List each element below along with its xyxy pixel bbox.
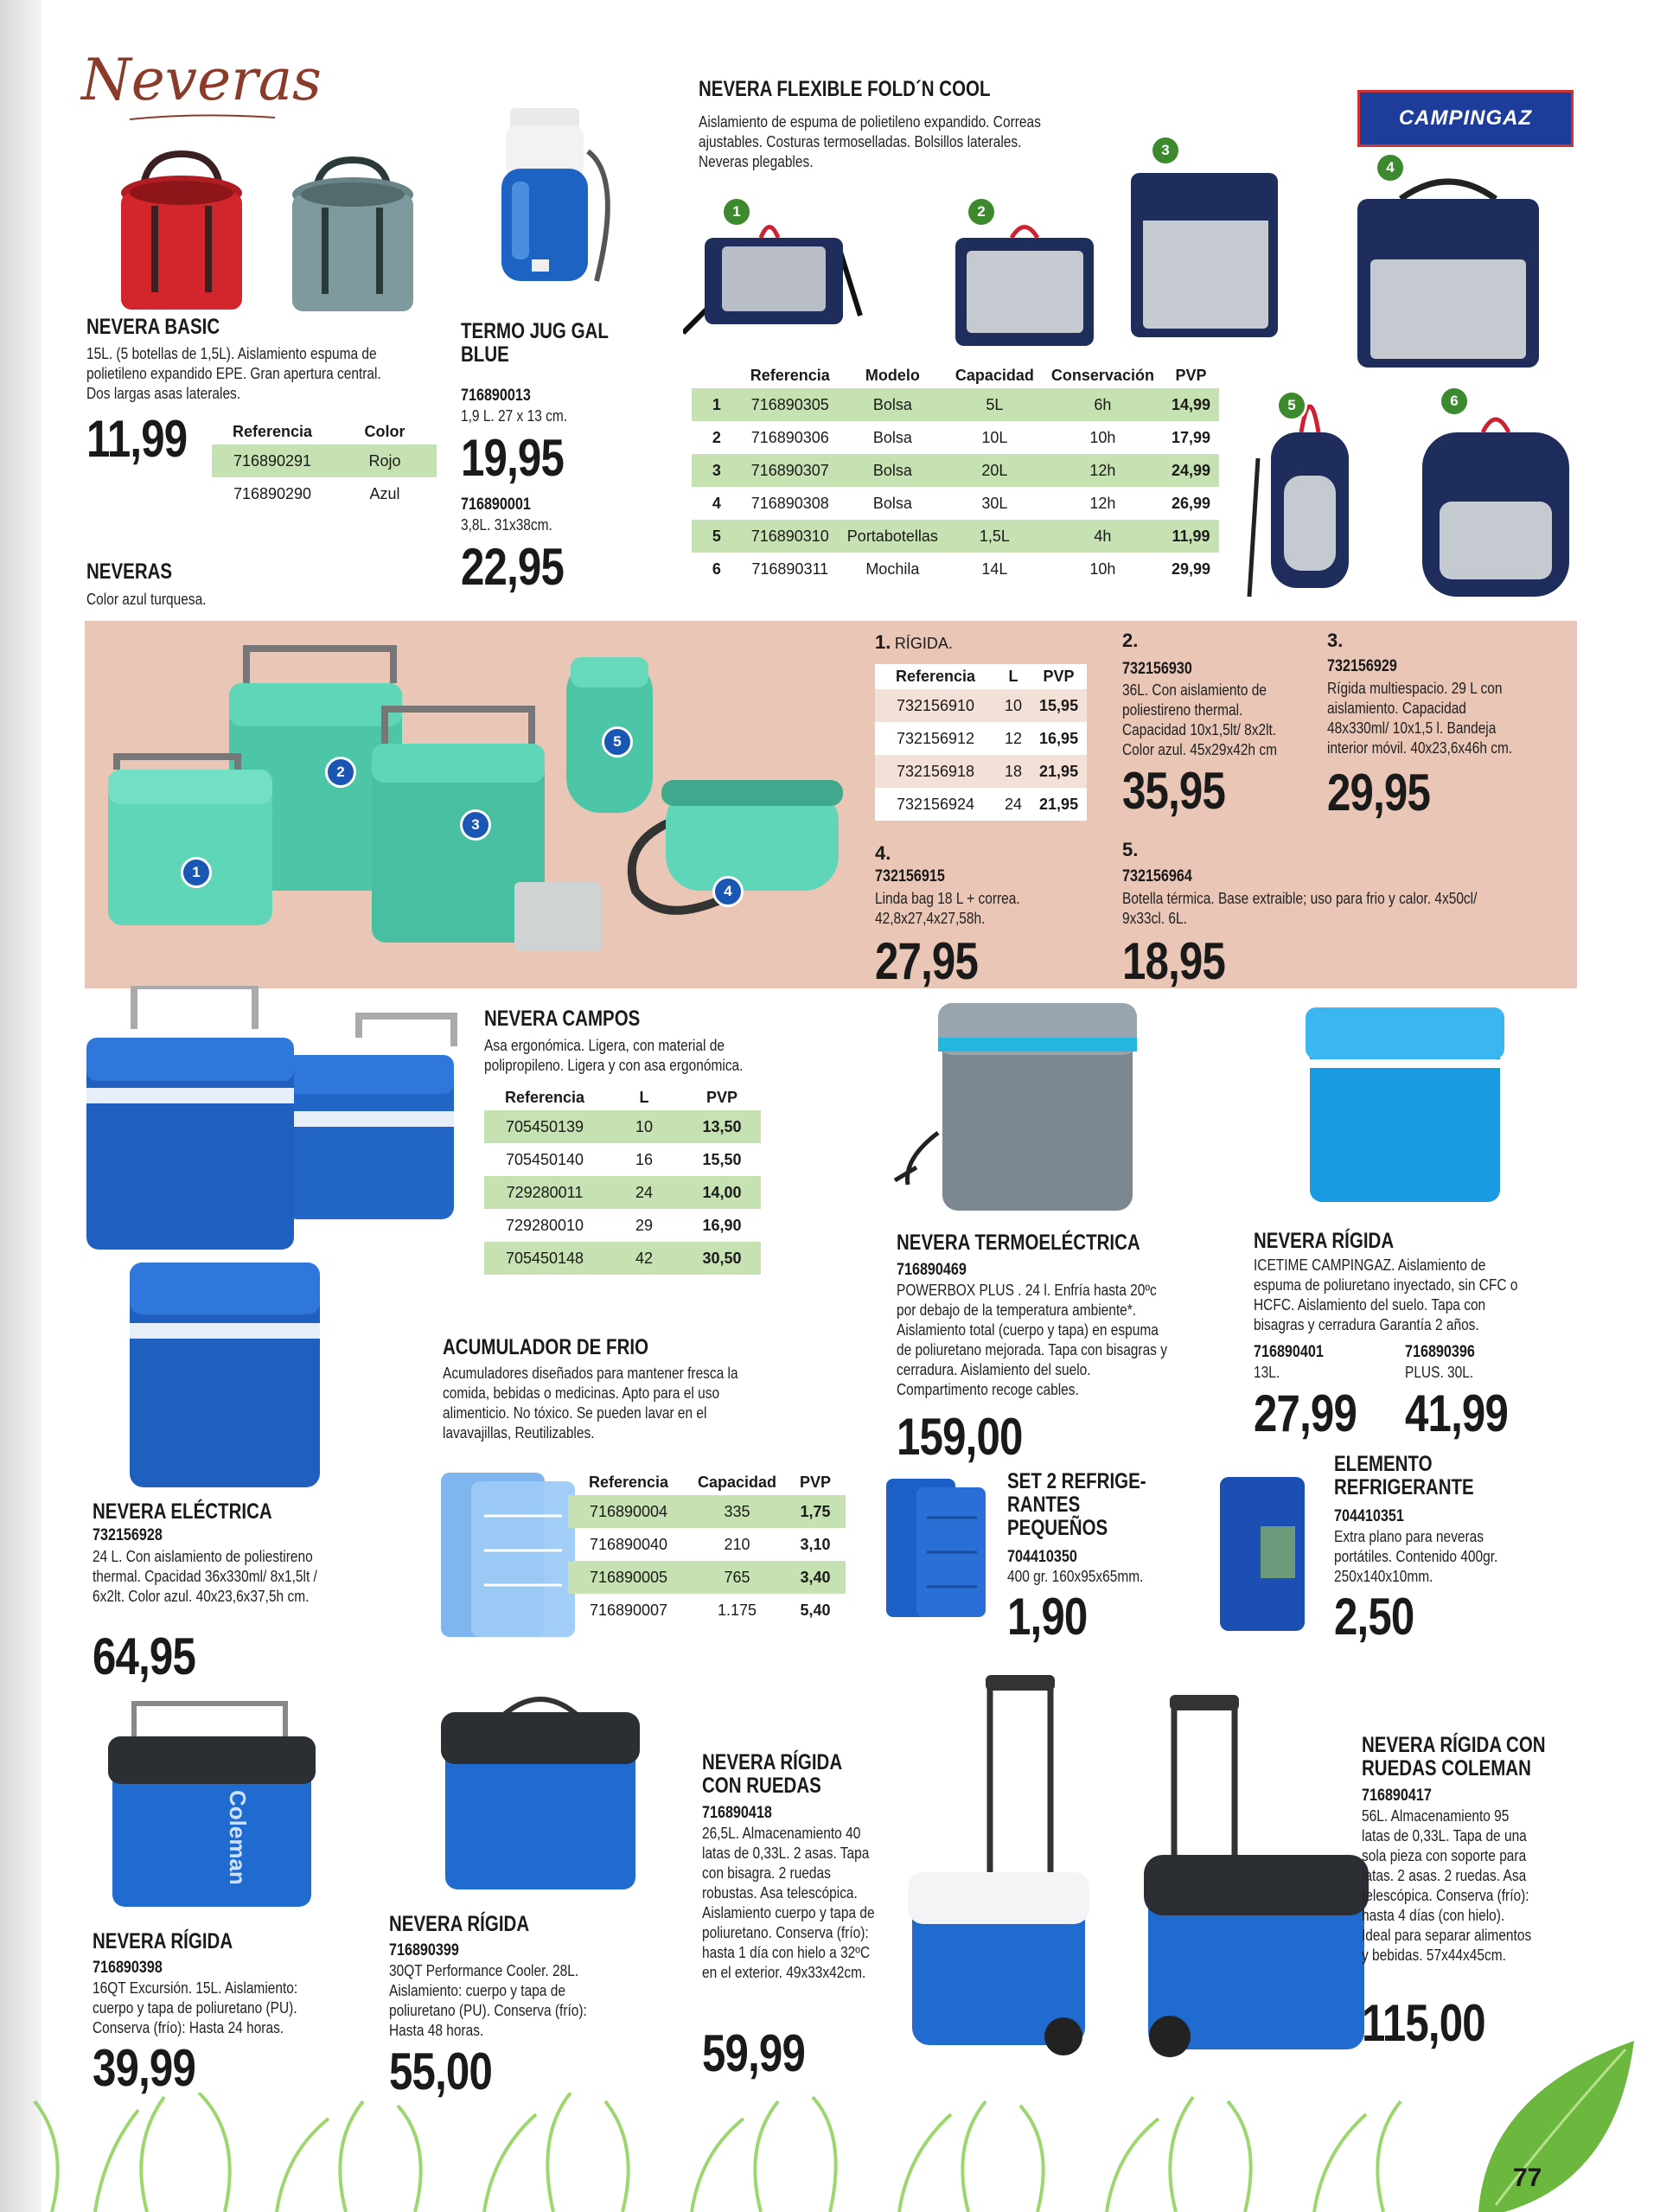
flat-ice-pack-image — [1217, 1474, 1308, 1634]
flex-row-1-cap: 5L — [947, 388, 1043, 421]
basic-desc: 15L. (5 botellas de 1,5L). Aislamiento espuma de polietileno expandido EPE. Gran apertura central. Dos largas asas laterales. — [86, 345, 381, 402]
basic-color-2: Azul — [369, 484, 400, 502]
p1-pvp-1: 15,95 — [1039, 696, 1079, 714]
p3-price: 29,95 — [1327, 764, 1431, 822]
flex-row-1-model: Bolsa — [839, 388, 947, 421]
p1-ref-3: 732156918 — [896, 762, 975, 780]
set2-title-1: SET 2 REFRIGE- — [1007, 1469, 1146, 1493]
termo-desc-1: 1,9 L. 27 x 13 cm. — [461, 407, 568, 425]
icetime-sub-1: 13L. — [1254, 1364, 1280, 1381]
rigida398-desc: 16QT Excursión. 15L. Aislamiento: cuerpo y tapa de poliuretano (PU). Conserva (frío): Hasta 24 horas. — [93, 1979, 298, 2036]
acu-ref-1: 716890004 — [568, 1495, 689, 1528]
termoelec-title: NEVERA TERMOELÉCTRICA — [897, 1231, 1140, 1255]
flexible-desc: Aislamiento de espuma de polietileno expandido. Correas ajustables. Costuras termoselladas. Bolsillos laterales. Neveras plegables. — [699, 113, 1041, 170]
p1-label: RÍGIDA. — [894, 635, 953, 652]
set2-title-3: PEQUEÑOS — [1007, 1516, 1108, 1540]
flex-row-2-cap: 10L — [981, 428, 1008, 446]
campingaz-logo-text: CAMPINGAZ — [1398, 106, 1533, 130]
flex-row-5-pvp: 11,99 — [1163, 520, 1219, 553]
acu-pvp-3: 3,40 — [785, 1561, 846, 1594]
page-margin — [0, 0, 42, 2212]
acu-cap-4: 1.175 — [717, 1601, 757, 1619]
p2-num: 2. — [1122, 630, 1139, 651]
icetime-cooler-image — [1306, 1007, 1504, 1206]
flex-row-4-model: Bolsa — [872, 494, 912, 512]
flex-row-1-num: 1 — [692, 388, 742, 421]
flex-row-5-cap: 1,5L — [947, 520, 1043, 553]
wheeled-cooler-418-image — [903, 1673, 1094, 2062]
basic-th-color: Color — [364, 423, 405, 440]
coleman-398-svg — [104, 1695, 320, 1911]
flexible-badge-1: 1 — [721, 196, 752, 227]
campos-title: NEVERA CAMPOS — [484, 1007, 641, 1031]
p1-th-ref: Referencia — [895, 668, 976, 685]
coleman-398-image — [104, 1695, 320, 1911]
flexible-badge-5: 5 — [1276, 390, 1307, 421]
campos-coolers-image — [82, 986, 463, 1254]
icetime-desc: ICETIME CAMPINGAZ. Aislamiento de espuma de poliuretano inyectado, sin CFC o HCFC. Aislamiento del suelo. Tapa con bisagras y cerradura Garantía 2 años. — [1254, 1256, 1518, 1333]
flex-th-ref: Referencia — [750, 367, 830, 384]
wheeled-cooler-417-image — [1140, 1686, 1373, 2062]
flexible-table — [692, 363, 1219, 585]
p1-ref-1: 732156910 — [896, 696, 975, 714]
rigida398-price: 39,99 — [93, 2039, 196, 2097]
rigida398-ref: 716890398 — [93, 1959, 163, 1977]
flex-th-cons: Conservación — [1050, 367, 1154, 384]
flex-row-3-cap: 20L — [947, 454, 1043, 487]
flexible-badge-4: 4 — [1375, 152, 1406, 183]
basic-th-ref: Referencia — [232, 423, 313, 440]
flex-row-2-num: 2 — [712, 428, 721, 446]
p2-desc: 36L. Con aislamiento de poliestireno thermal. Capacidad 10x1,5lt/ 8x2lt. Color azul. 45x29x42h cm — [1122, 681, 1277, 758]
termoelec-desc: POWERBOX PLUS . 24 l. Enfría hasta 20ºc por debajo de la temperatura ambiente*. Aislamiento total (cuerpo y tapa) en espuma de poliuretano mejorada. Tapa con bisagras y cerradura. Aislamiento del suelo. Compartimento recoge cables. — [897, 1282, 1167, 1398]
p1-l-3: 18 — [1005, 762, 1023, 780]
campos-ref-2: 705450140 — [505, 1150, 584, 1168]
teal-badge-2: 2 — [325, 757, 356, 788]
grey-cooler-bag-image — [285, 147, 419, 320]
cooler-bag-1-image — [683, 212, 865, 350]
termo-desc-2: 3,8L. 31x38cm. — [461, 516, 552, 534]
campingaz-logo — [1357, 90, 1574, 147]
icetime-ref-2: 716890396 — [1405, 1343, 1475, 1361]
acu-th-cap: Capacidad — [698, 1474, 777, 1491]
flexible-title: NEVERA FLEXIBLE FOLD´N COOL — [699, 77, 991, 101]
cooler-bag-4-image — [1349, 164, 1548, 372]
flex-row-5-num: 5 — [692, 520, 742, 553]
electrica-price: 64,95 — [93, 1627, 196, 1685]
p1-l-2: 12 — [1005, 729, 1023, 747]
flex-row-2-ref: 716890306 — [750, 428, 829, 446]
campos-pvp-2: 15,50 — [702, 1150, 742, 1168]
flex-row-5-ref: 716890310 — [742, 520, 839, 553]
flex-th-model: Modelo — [865, 367, 920, 384]
flex-row-4-ref: 716890308 — [750, 494, 829, 512]
acumulador-desc: Acumuladores diseñados para mantener fresca la comida, bebidas o medicinas. Apto para el uso alimenticio. No tóxico. Se pueden lavar en el lavavajillas, Reutilizables. — [443, 1365, 738, 1442]
rigida399-desc: 30QT Performance Cooler. 28L. Aislamiento: cuerpo y tapa de poliuretano (PU). Conserva (frío): Hasta 48 horas. — [389, 1962, 587, 2039]
rigida399-title: NEVERA RÍGIDA — [389, 1912, 530, 1936]
acu-ref-2: 716890040 — [589, 1535, 668, 1553]
electrica-ref: 732156928 — [93, 1526, 163, 1544]
ruedas417-title-2: RUEDAS COLEMAN — [1362, 1756, 1531, 1780]
acu-pvp-2: 3,10 — [800, 1535, 831, 1553]
flex-row-1-cons: 6h — [1043, 388, 1163, 421]
campos-th-l: L — [639, 1089, 649, 1106]
campos-th-pvp: PVP — [706, 1089, 738, 1106]
flex-row-2-cons: 10h — [1089, 428, 1116, 446]
ruedas418-price: 59,99 — [702, 2024, 806, 2082]
electrica-desc: 24 L. Con aislamiento de poliestireno thermal. Cpacidad 36x330ml/ 8x1,5lt / 6x2lt. Color azul. 40x23,6x37,5h cm. — [93, 1548, 317, 1605]
thermo-jug-image — [493, 99, 622, 298]
neveras-title: NEVERAS — [86, 559, 173, 584]
basic-color-1: Rojo — [333, 444, 437, 477]
icetime-title: NEVERA RÍGIDA — [1254, 1229, 1395, 1253]
flex-row-3-num: 3 — [692, 454, 742, 487]
campos-ref-3: 729280011 — [484, 1176, 605, 1209]
icetime-price-2: 41,99 — [1405, 1384, 1509, 1442]
p1-l-4: 24 — [1005, 795, 1023, 813]
elemento-title-1: ELEMENTO — [1334, 1452, 1433, 1476]
flex-row-4-num: 4 — [712, 494, 721, 512]
acu-cap-1: 335 — [689, 1495, 785, 1528]
termo-price-1: 19,95 — [461, 429, 565, 487]
flex-row-6-model: Mochila — [865, 559, 920, 578]
teal-badge-5: 5 — [602, 726, 633, 758]
ruedas418-title-1: NEVERA RÍGIDA — [702, 1750, 843, 1774]
acu-th-pvp: PVP — [800, 1474, 832, 1491]
acumulador-table — [568, 1470, 846, 1627]
campos-ref-1: 705450139 — [484, 1110, 605, 1143]
set2-ref: 704410350 — [1007, 1548, 1077, 1566]
set2-price: 1,90 — [1007, 1588, 1088, 1646]
campos-table — [484, 1085, 761, 1275]
flex-row-1-pvp: 14,99 — [1163, 388, 1219, 421]
flex-th-pvp: PVP — [1175, 367, 1207, 384]
campos-desc: Asa ergonómica. Ligera, con material de polipropileno. Ligera y con asa ergonómica. — [484, 1037, 744, 1074]
campos-ref-5: 705450148 — [484, 1242, 605, 1275]
flex-row-2-pvp: 17,99 — [1171, 428, 1210, 446]
p5-ref: 732156964 — [1122, 867, 1192, 885]
p1-l-1: 10 — [1005, 696, 1023, 714]
coleman-399-image — [437, 1678, 644, 1894]
icetime-ref-1: 716890401 — [1254, 1343, 1324, 1361]
campos-pvp-1: 13,50 — [683, 1110, 761, 1143]
acu-ref-3: 716890005 — [568, 1561, 689, 1594]
termo-title-2: BLUE — [461, 342, 509, 367]
rigida399-price: 55,00 — [389, 2043, 493, 2100]
termo-price-2: 22,95 — [461, 538, 565, 596]
ruedas418-ref: 716890418 — [702, 1804, 772, 1822]
set2-title-2: RANTES — [1007, 1493, 1081, 1517]
cooler-bag-3-image — [1124, 156, 1284, 342]
flexible-badge-3: 3 — [1150, 135, 1181, 166]
campos-th-ref: Referencia — [504, 1089, 585, 1106]
ruedas418-title-2: CON RUEDAS — [702, 1774, 821, 1798]
flex-row-3-model: Bolsa — [839, 454, 947, 487]
coleman-398-brand: Coleman — [225, 1790, 251, 1885]
section-title: Neveras — [81, 47, 322, 113]
teal-coolers-image — [99, 631, 860, 977]
set2-desc: 400 gr. 160x95x65mm. — [1007, 1568, 1144, 1585]
electric-cooler-image — [121, 1263, 329, 1496]
p1-pvp-3: 21,95 — [1039, 762, 1079, 780]
acu-th-ref: Referencia — [588, 1474, 669, 1491]
basic-ref-1: 716890291 — [212, 444, 333, 477]
p4-num: 4. — [875, 842, 891, 864]
electrica-title: NEVERA ELÉCTRICA — [93, 1499, 272, 1524]
leaf-icon — [1470, 2023, 1643, 2212]
flex-row-3-pvp: 24,99 — [1163, 454, 1219, 487]
ruedas417-title-1: NEVERA RÍGIDA CON — [1362, 1733, 1546, 1757]
flex-row-6-num: 6 — [712, 559, 721, 578]
p3-desc: Rígida multiespacio. 29 L con aislamiento. Capacidad 48x330ml/ 10x1,5 l. Bandeja interior móvil. 40x23,6x46h cm. — [1327, 680, 1513, 757]
p1-table — [875, 664, 1087, 821]
basic-ref-2: 716890290 — [233, 484, 312, 502]
termo-title-1: TERMO JUG GAL — [461, 319, 609, 343]
title-underline — [130, 112, 277, 125]
campos-ref-4: 729280010 — [505, 1216, 584, 1234]
campos-pvp-3: 14,00 — [683, 1176, 761, 1209]
termo-ref-2: 716890001 — [461, 495, 531, 514]
flex-row-6-pvp: 29,99 — [1171, 559, 1210, 578]
red-cooler-bag-image — [117, 145, 246, 318]
basic-price: 11,99 — [86, 410, 188, 468]
rigida398-title: NEVERA RÍGIDA — [93, 1929, 233, 1953]
grass-decoration — [0, 2093, 1660, 2212]
basic-title: NEVERA BASIC — [86, 315, 220, 339]
teal-badge-1: 1 — [181, 857, 212, 888]
icetime-price-1: 27,99 — [1254, 1384, 1357, 1442]
elemento-ref: 704410351 — [1334, 1507, 1404, 1525]
p1-pvp-4: 21,95 — [1039, 795, 1079, 813]
acumulador-title: ACUMULADOR DE FRIO — [443, 1335, 649, 1359]
acu-cap-2: 210 — [724, 1535, 750, 1553]
flex-row-5-model: Portabotellas — [839, 520, 947, 553]
p4-desc: Linda bag 18 L + correa. 42,8x27,4x27,58h. — [875, 890, 1020, 927]
page-number: 77 — [1513, 2164, 1542, 2192]
cooler-bag-2-image — [942, 212, 1107, 359]
p1-th-pvp: PVP — [1043, 668, 1075, 685]
p3-num: 3. — [1327, 630, 1344, 651]
p1-ref-4: 732156924 — [896, 795, 975, 813]
teal-badge-3: 3 — [460, 809, 491, 841]
rigida399-ref: 716890399 — [389, 1941, 459, 1959]
flexible-badge-6: 6 — [1439, 386, 1470, 417]
p1-num: 1. — [875, 631, 891, 653]
termo-ref-1: 716890013 — [461, 387, 531, 405]
backpack-6-image — [1409, 398, 1582, 605]
campos-pvp-5: 30,50 — [683, 1242, 761, 1275]
p1-ref-2: 732156912 — [896, 729, 975, 747]
ruedas418-desc: 26,5L. Almacenamiento 40 latas de 0,33L. 2 asas. Tapa con bisagra. 2 ruedas robustas. Asa telescópica. Aislamiento cuerpo y tapa de poliuretano. Conserva (frío): hasta 1 día con hielo a 32ºC en el exterior. 49x33x42cm. — [702, 1825, 875, 1981]
flex-row-6-cap: 14L — [981, 559, 1008, 578]
termoelec-price: 159,00 — [897, 1408, 1023, 1466]
flexible-badge-2: 2 — [966, 196, 997, 227]
flex-row-3-cons: 12h — [1043, 454, 1163, 487]
teal-badge-4: 4 — [712, 876, 744, 907]
p3-ref: 732156929 — [1327, 657, 1397, 675]
flex-row-6-ref: 716890311 — [751, 559, 829, 578]
elemento-price: 2,50 — [1334, 1588, 1414, 1646]
basic-table — [212, 419, 437, 510]
bottle-bag-5-image — [1241, 380, 1370, 605]
p1-th-l: L — [1008, 668, 1018, 685]
ruedas417-ref: 716890417 — [1362, 1787, 1432, 1805]
p2-ref: 732156930 — [1122, 660, 1192, 678]
flex-th-num — [692, 363, 742, 388]
campos-pvp-4: 16,90 — [702, 1216, 742, 1234]
campos-l-2: 16 — [635, 1150, 654, 1168]
campos-l-1: 10 — [605, 1110, 683, 1143]
icetime-sub-2: PLUS. 30L. — [1405, 1364, 1474, 1381]
powerbox-cooler-image — [886, 1003, 1146, 1219]
campos-l-4: 29 — [635, 1216, 654, 1234]
flex-row-5-cons: 4h — [1043, 520, 1163, 553]
elemento-title-2: REFRIGERANTE — [1334, 1475, 1474, 1499]
p5-price: 18,95 — [1122, 932, 1226, 990]
flex-row-4-pvp: 26,99 — [1171, 494, 1210, 512]
flex-row-3-ref: 716890307 — [742, 454, 839, 487]
p5-num: 5. — [1122, 839, 1139, 860]
p2-price: 35,95 — [1122, 762, 1226, 820]
ruedas417-price: 115,00 — [1362, 1994, 1485, 2052]
acu-ref-4: 716890007 — [589, 1601, 668, 1619]
neveras-desc: Color azul turquesa. — [86, 591, 207, 608]
p4-ref: 732156915 — [875, 867, 945, 885]
flex-row-2-model: Bolsa — [872, 428, 912, 446]
ruedas417-desc: 56L. Almacenamiento 95 latas de 0,33L. Tapa de una sola pieza con soporte para latas. 2 asas. 2 ruedas. Asa telescópica. Conserva (frío): hasta 4 días (con hielo). Ideal para separar alimentos y bebidas. 57x44x45cm. — [1362, 1807, 1532, 1964]
ice-packs-image — [437, 1468, 584, 1641]
acu-pvp-1: 1,75 — [785, 1495, 846, 1528]
campos-l-3: 24 — [605, 1176, 683, 1209]
p1-pvp-2: 16,95 — [1039, 729, 1079, 747]
blue-ice-block-image — [882, 1474, 990, 1621]
acu-pvp-4: 5,40 — [800, 1601, 831, 1619]
flex-row-1-ref: 716890305 — [742, 388, 839, 421]
flex-row-4-cap: 30L — [981, 494, 1008, 512]
flex-th-cap: Capacidad — [954, 367, 1034, 384]
flex-row-6-cons: 10h — [1089, 559, 1116, 578]
campos-l-5: 42 — [605, 1242, 683, 1275]
flex-row-4-cons: 12h — [1089, 494, 1116, 512]
p5-desc: Botella térmica. Base extraible; uso para frio y calor. 4x50cl/ 9x33cl. 6L. — [1122, 890, 1478, 927]
acu-cap-3: 765 — [689, 1561, 785, 1594]
termoelec-ref: 716890469 — [897, 1261, 967, 1279]
p1-heading — [875, 631, 953, 654]
p4-price: 27,95 — [875, 932, 979, 990]
elemento-desc: Extra plano para neveras portátiles. Contenido 400gr. 250x140x10mm. — [1334, 1528, 1498, 1585]
